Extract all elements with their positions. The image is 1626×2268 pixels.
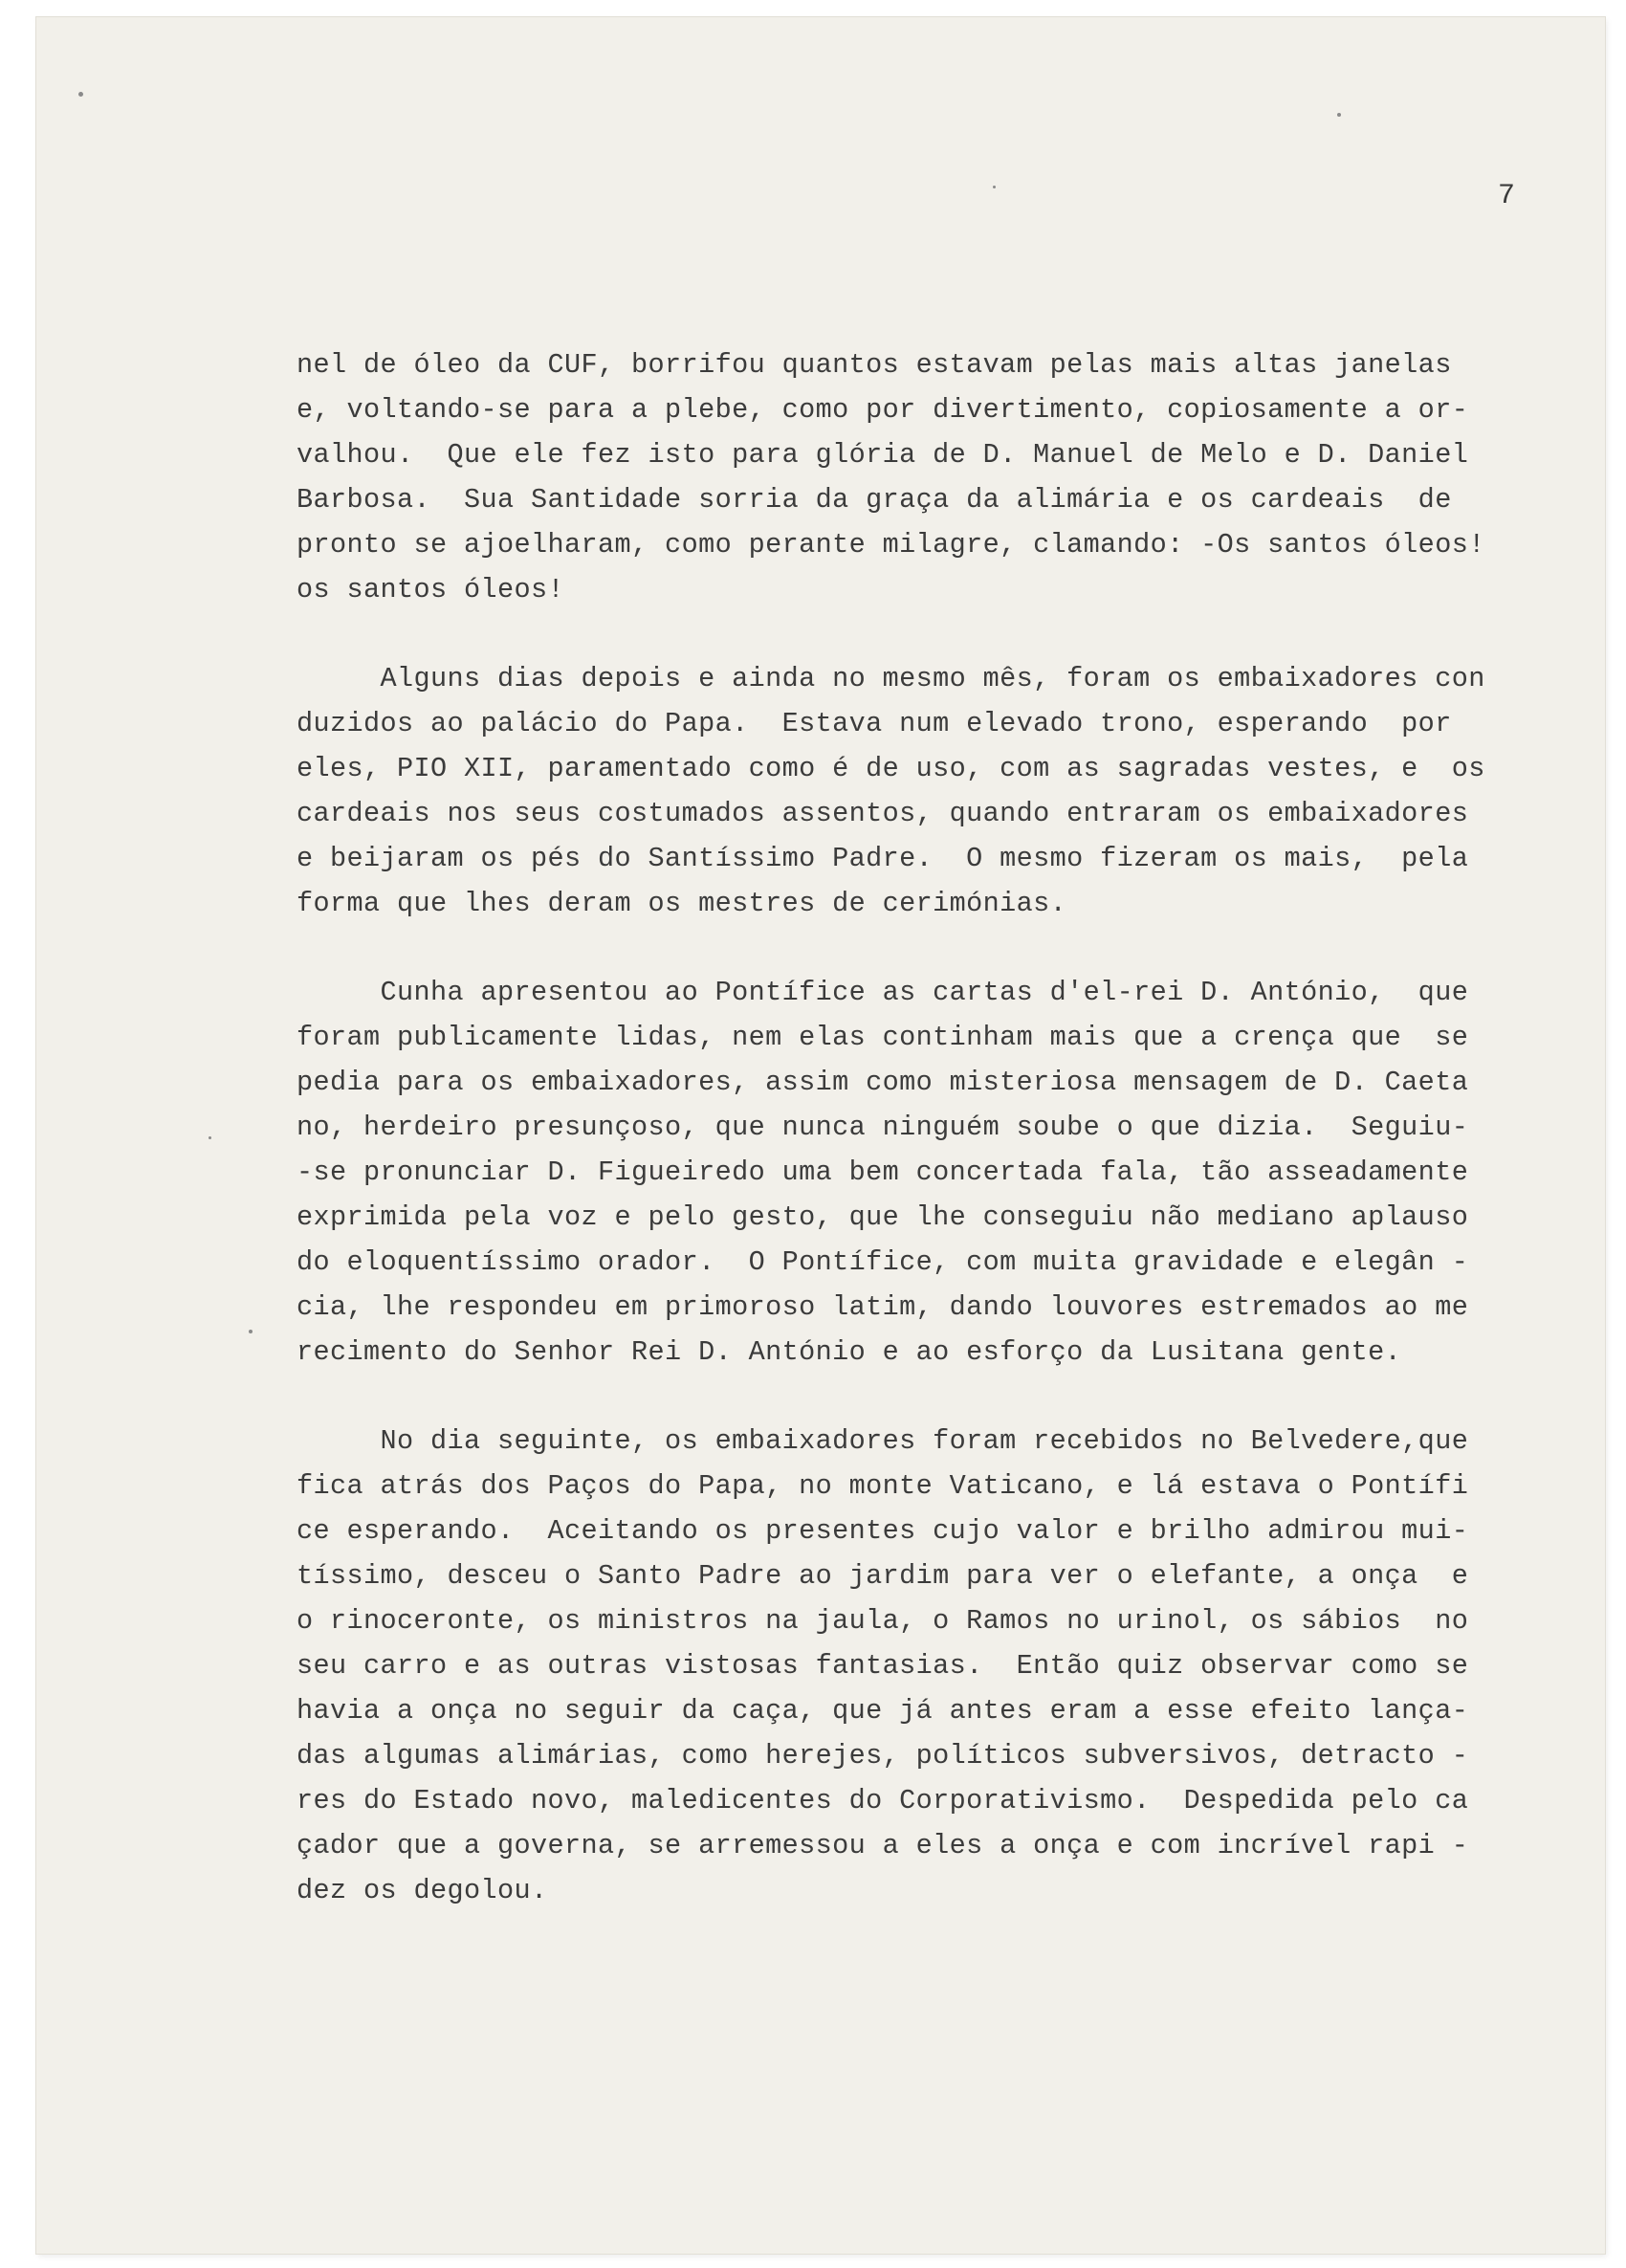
paragraph-1: [297, 342, 1540, 612]
text-line: res do Estado novo, maledicentes do Corporativismo. Despedida pelo ca: [297, 1785, 1469, 1817]
text-line: cardeais nos seus costumados assentos, quando entraram os embaixadores: [297, 798, 1469, 829]
text-line: o rinoceronte, os ministros na jaula, o Ramos no urinol, os sábios no: [297, 1605, 1469, 1637]
text-line: ce esperando. Aceitando os presentes cujo valor e brilho admirou mui-: [297, 1515, 1469, 1547]
text-line: exprimida pela voz e pelo gesto, que lhe conseguiu não mediano aplauso: [297, 1201, 1469, 1233]
text-line: pronto se ajoelharam, como perante milagre, clamando: -Os santos óleos!: [297, 529, 1485, 561]
text-line: dez os degolou.: [297, 1875, 548, 1906]
paragraph-2: [297, 656, 1540, 926]
text-line: çador que a governa, se arremessou a eles a onça e com incrível rapi -: [297, 1830, 1469, 1861]
paragraph-4: [297, 1419, 1540, 1913]
paper-speck: [993, 186, 996, 188]
text-line: Cunha apresentou ao Pontífice as cartas d'el-rei D. António, que: [297, 977, 1469, 1008]
text-line: tíssimo, desceu o Santo Padre ao jardim para ver o elefante, a onça e: [297, 1560, 1469, 1592]
text-line: das algumas alimárias, como herejes, políticos subversivos, detracto -: [297, 1740, 1469, 1772]
text-line: valhou. Que ele fez isto para glória de D. Manuel de Melo e D. Daniel: [297, 439, 1469, 471]
text-line: eles, PIO XII, paramentado como é de uso, com as sagradas vestes, e os: [297, 753, 1485, 784]
paragraph-3: [297, 970, 1540, 1375]
paper-speck: [249, 1330, 253, 1333]
text-line: No dia seguinte, os embaixadores foram recebidos no Belvedere,que: [297, 1425, 1469, 1457]
text-line: havia a onça no seguir da caça, que já antes eram a esse efeito lança-: [297, 1695, 1469, 1727]
text-line: duzidos ao palácio do Papa. Estava num elevado trono, esperando por: [297, 708, 1452, 739]
text-line: fica atrás dos Paços do Papa, no monte Vaticano, e lá estava o Pontífi: [297, 1470, 1469, 1502]
text-line: nel de óleo da CUF, borrifou quantos estavam pelas mais altas janelas: [297, 349, 1452, 381]
text-line: foram publicamente lidas, nem elas continham mais que a crença que se: [297, 1022, 1469, 1053]
text-line: e beijaram os pés do Santíssimo Padre. O mesmo fizeram os mais, pela: [297, 843, 1469, 874]
document-body: [297, 342, 1540, 1957]
text-line: seu carro e as outras vistosas fantasias. Então quiz observar como se: [297, 1650, 1469, 1682]
text-line: pedia para os embaixadores, assim como misteriosa mensagem de D. Caeta: [297, 1067, 1469, 1098]
text-line: os santos óleos!: [297, 574, 565, 606]
paper-speck: [1337, 113, 1341, 117]
text-line: Alguns dias depois e ainda no mesmo mês, foram os embaixadores con: [297, 663, 1485, 694]
text-line: recimento do Senhor Rei D. António e ao esforço da Lusitana gente.: [297, 1336, 1402, 1368]
text-line: no, herdeiro presunçoso, que nunca ninguém soube o que dizia. Seguiu-: [297, 1112, 1469, 1143]
text-line: do eloquentíssimo orador. O Pontífice, com muita gravidade e elegân -: [297, 1246, 1469, 1278]
text-line: e, voltando-se para a plebe, como por divertimento, copiosamente a or-: [297, 394, 1469, 426]
paper-speck: [78, 92, 83, 97]
text-line: forma que lhes deram os mestres de cerimónias.: [297, 888, 1067, 919]
typed-page-sheet: [36, 17, 1605, 2254]
paper-speck: [209, 1136, 211, 1139]
page-number: 7: [1498, 180, 1516, 212]
text-line: Barbosa. Sua Santidade sorria da graça da alimária e os cardeais de: [297, 484, 1452, 516]
text-line: cia, lhe respondeu em primoroso latim, dando louvores estremados ao me: [297, 1291, 1469, 1323]
text-line: -se pronunciar D. Figueiredo uma bem concertada fala, tão asseadamente: [297, 1156, 1469, 1188]
